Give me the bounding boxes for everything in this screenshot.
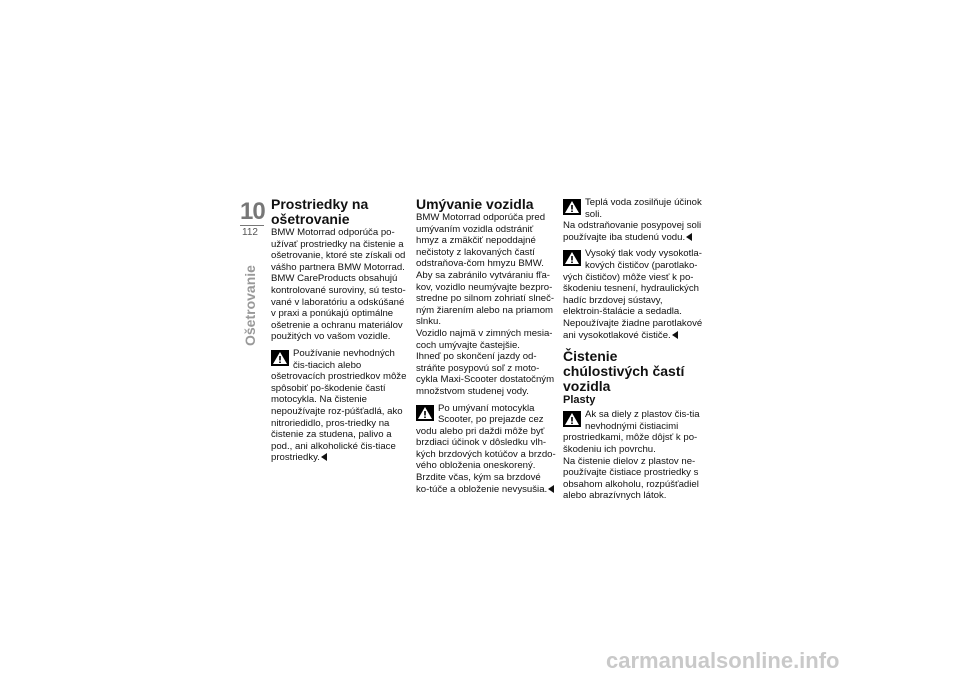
warning-block	[271, 348, 411, 464]
warning-icon	[271, 350, 289, 366]
warning-text: Vysoký tlak vody vysokotla-kových čističov (parotlako-vých čističov) môže viesť k po-škodeniu tesnení, hydraulických hadíc brzdovej sústavy, elektroin-štalácie a sedadla.	[563, 248, 702, 318]
end-marker-icon	[548, 485, 554, 493]
warning-text: Teplá voda zosilňuje účinok soli.	[585, 197, 702, 220]
warning-block	[563, 409, 703, 455]
watermark: carmanualsonline.info	[606, 648, 840, 673]
paragraph: Aby sa zabránilo vytváraniu fľa-kov, vozidlo neumývajte bezpro-stredne po silnom zohriatí slneč-ným žiarením alebo na priamom slnku.	[416, 269, 555, 328]
paragraph-wrap	[563, 318, 703, 341]
chapter-rule	[240, 225, 264, 226]
warning-icon	[563, 411, 581, 427]
paragraph: BMW Motorrad odporúča pred umývaním vozidla odstrániť hmyz a zmäkčiť nepoddajné nečistoty z lakovaných častí odstraňova-čom hmyzu BMW.	[416, 212, 546, 270]
warning-block	[563, 197, 703, 220]
heading-care-products: Prostriedky na ošetrovanie	[271, 196, 369, 227]
warning-text: Používanie nevhodných čis-tiacich alebo ošetrovacích prostriedkov môže spôsobiť po-škodenie častí motocykla. Na čistenie nepoužívajte roz-púšťadlá, ako nitroriedidlo, pros-triedky na čistenie za studena, palivo a pod., ani alkoholické čis-tiace prostriedky.	[271, 347, 407, 464]
end-marker-icon	[686, 233, 692, 241]
end-marker-icon	[321, 453, 327, 461]
paragraph-wrap	[563, 220, 703, 243]
paragraph: Vozidlo najmä v zimných mesia-coch umývajte častejšie.	[416, 327, 553, 351]
warning-icon	[563, 199, 581, 215]
section-side-title: Ošetrovanie	[242, 265, 258, 346]
warning-text: Ak sa diely z plastov čis-tia nevhodnými čistiacimi prostriedkami, môže dôjsť k po-škodeniu ich povrchu.	[563, 409, 700, 455]
column-2	[416, 197, 556, 495]
warning-block	[416, 403, 556, 496]
subheading-plastics: Plasty	[563, 394, 596, 407]
paragraph: Ihneď po skončení jazdy od-stráňte posypovú soľ z moto-cykla Maxi-Scooter dostatočným množstvom studenej vody.	[416, 351, 555, 397]
column-1	[271, 197, 411, 464]
paragraph: Nepoužívajte žiadne parotlakové ani vysokotlakové čističe.	[563, 317, 703, 341]
warning-text: Po umývaní motocykla Scooter, po prejazde cez vodu alebo pri daždi môže byť brzdiaci účinok v dôsledku vlh-kých brzdových kotúčov a brzdo-vého obloženia oneskorený. Brzdite včas, kým sa brzdové ko-túče a obloženie nevysušia.	[416, 402, 556, 495]
warning-block	[563, 248, 703, 318]
end-marker-icon	[672, 331, 678, 339]
column-3	[563, 197, 703, 502]
paragraph: BMW Motorrad odporúča po-užívať prostriedky na čistenie a ošetrovanie, ktoré ste získali od vášho partnera BMW Motorrad. BMW CareProducts obsahujú kontrolované suroviny, sú testo-vané v laboratóriu a odskúšané v praxi a ponúkajú optimálne ošetrenie a ochranu materiálov použitých vo vašom vozidle.	[271, 227, 406, 343]
page-number: 112	[242, 227, 258, 238]
heading-washing: Umývanie vozidla	[416, 196, 534, 212]
heading-delicate-parts: Čistenie chúlostivých častí vozidla	[563, 348, 685, 395]
paragraph: Na čistenie dielov z plastov ne-používajte čistiace prostriedky s obsahom alkoholu, rozpúšťadiel alebo abrazívnych látok.	[563, 455, 699, 502]
paragraph: Na odstraňovanie posypovej soli používajte iba studenú vodu.	[563, 220, 702, 243]
warning-icon	[416, 405, 434, 421]
warning-icon	[563, 250, 581, 266]
chapter-number: 10	[240, 198, 265, 225]
